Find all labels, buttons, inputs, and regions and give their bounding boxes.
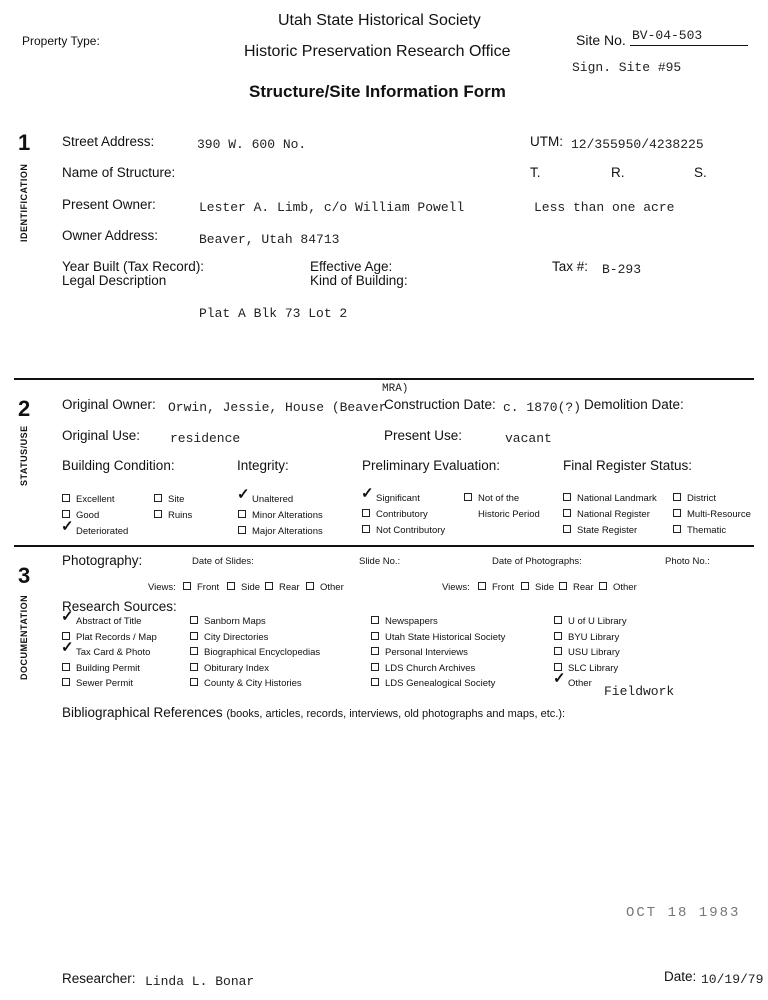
section-1-title: IDENTIFICATION	[19, 163, 29, 242]
source-city-directories[interactable]: City Directories	[190, 632, 268, 643]
present-owner-value: Lester A. Limb, c/o William Powell	[199, 200, 465, 215]
slide-view-other[interactable]: Other	[306, 582, 344, 593]
eval-historic-period: Historic Period	[478, 509, 540, 520]
present-owner-label: Present Owner:	[62, 197, 156, 212]
checkbox[interactable]	[154, 494, 162, 502]
checkbox[interactable]	[190, 663, 198, 671]
photo-view-side[interactable]: Side	[521, 582, 554, 593]
checkbox[interactable]	[190, 678, 198, 686]
source-slc-library[interactable]: SLC Library	[554, 663, 618, 674]
tax-number-label: Tax #:	[552, 259, 589, 274]
checkmark-icon: ✓	[237, 486, 250, 504]
source-sewer-permit[interactable]: Sewer Permit	[62, 678, 133, 689]
checkbox[interactable]	[599, 582, 607, 590]
original-owner-label: Original Owner:	[62, 397, 156, 412]
checkbox[interactable]	[306, 582, 314, 590]
checkbox[interactable]	[62, 663, 70, 671]
photography-label: Photography:	[62, 553, 143, 568]
original-use-value: residence	[170, 431, 241, 446]
slide-views-label: Views:	[148, 582, 176, 593]
checkbox[interactable]	[190, 632, 198, 640]
tax-number-value: B-293	[602, 262, 642, 277]
checkbox[interactable]	[183, 582, 191, 590]
checkbox[interactable]	[362, 525, 370, 533]
register-national-landmark[interactable]: National Landmark	[563, 493, 657, 504]
construction-date-label: Construction Date:	[384, 397, 496, 412]
eval-not-contributory[interactable]: Not Contributory	[362, 525, 445, 536]
checkbox[interactable]	[238, 510, 246, 518]
checkbox[interactable]	[554, 632, 562, 640]
section-1-divider	[14, 378, 754, 380]
checkmark-icon: ✓	[553, 670, 566, 688]
source-other[interactable]: ✓ Other	[553, 670, 592, 689]
source-byu-library[interactable]: BYU Library	[554, 632, 619, 643]
checkbox[interactable]	[265, 582, 273, 590]
site-no-underline	[630, 45, 748, 46]
section-2-number: 2	[18, 396, 31, 421]
demolition-date-label: Demolition Date:	[584, 397, 684, 412]
checkmark-icon: ✓	[61, 608, 74, 626]
kind-of-building-label: Kind of Building:	[310, 273, 408, 288]
photo-view-front[interactable]: Front	[478, 582, 514, 593]
source-plat-records[interactable]: Plat Records / Map	[62, 632, 157, 643]
photo-no-label: Photo No.:	[665, 556, 710, 567]
source-other-value: Fieldwork	[604, 684, 675, 699]
utm-value: 12/355950/4238225	[571, 137, 704, 152]
office-name: Historic Preservation Research Office	[244, 43, 511, 60]
researcher-label: Researcher:	[62, 971, 136, 986]
register-national-register[interactable]: National Register	[563, 509, 650, 520]
owner-address-value: Beaver, Utah 84713	[199, 232, 340, 247]
date-label: Date:	[664, 969, 697, 984]
condition-deteriorated[interactable]: ✓ Deteriorated	[61, 518, 129, 537]
checkbox[interactable]	[62, 510, 70, 518]
checkbox-checked[interactable]	[237, 486, 250, 504]
source-tax-card[interactable]: ✓ Tax Card & Photo	[61, 639, 151, 658]
date-value: 10/19/79	[701, 972, 764, 987]
checkbox[interactable]	[371, 678, 379, 686]
checkmark-icon: ✓	[61, 518, 74, 536]
source-ushs[interactable]: Utah State Historical Society	[371, 632, 505, 643]
legal-description-label: Legal Description	[62, 273, 167, 288]
checkbox[interactable]	[62, 494, 70, 502]
section-label: S.	[694, 165, 707, 180]
street-address-label: Street Address:	[62, 134, 155, 149]
source-county-city-histories[interactable]: County & City Histories	[190, 678, 302, 689]
condition-good[interactable]: Good	[62, 510, 99, 521]
checkbox[interactable]	[371, 647, 379, 655]
section-2-divider	[14, 545, 754, 547]
mra-note: MRA)	[382, 383, 409, 395]
bibliographical-references-label: Bibliographical References (books, articles, records, interviews, old photographs and maps, etc.):	[62, 705, 566, 720]
section-2-title: STATUS/USE	[19, 425, 29, 486]
register-district[interactable]: District	[673, 493, 716, 504]
integrity-major-alterations[interactable]: Major Alterations	[238, 526, 323, 537]
register-state-register[interactable]: State Register	[563, 525, 637, 536]
date-of-slides-label: Date of Slides:	[192, 556, 254, 567]
checkbox[interactable]	[554, 616, 562, 624]
checkbox[interactable]	[238, 526, 246, 534]
researcher-value: Linda L. Bonar	[145, 974, 255, 989]
checkbox[interactable]	[563, 509, 571, 517]
slide-view-rear[interactable]: Rear	[265, 582, 300, 593]
checkbox[interactable]	[673, 493, 681, 501]
checkbox[interactable]	[371, 616, 379, 624]
integrity-minor-alterations[interactable]: Minor Alterations	[238, 510, 323, 521]
section-3-number: 3	[18, 563, 31, 588]
eval-significant[interactable]: ✓ Significant	[361, 485, 420, 504]
research-sources-label: Research Sources:	[62, 599, 177, 614]
checkbox-checked[interactable]	[61, 518, 74, 536]
sign-site: Sign. Site #95	[572, 60, 682, 75]
source-sanborn-maps[interactable]: Sanborn Maps	[190, 616, 266, 627]
source-obituary-index[interactable]: Obiturary Index	[190, 663, 269, 674]
checkbox[interactable]	[673, 509, 681, 517]
original-use-label: Original Use:	[62, 428, 141, 443]
year-built-label: Year Built (Tax Record):	[62, 259, 205, 274]
present-use-value: vacant	[505, 431, 552, 446]
condition-site[interactable]: Site	[154, 494, 184, 505]
checkbox[interactable]	[154, 510, 162, 518]
checkbox[interactable]	[554, 647, 562, 655]
register-multi-resource[interactable]: Multi-Resource	[673, 509, 751, 520]
utm-label: UTM:	[530, 134, 563, 149]
eval-not-historic[interactable]: Not of the	[464, 493, 519, 504]
source-usu-library[interactable]: USU Library	[554, 647, 620, 658]
section-1-number: 1	[18, 130, 31, 155]
property-type-label: Property Type:	[22, 34, 100, 48]
street-address-value: 390 W. 600 No.	[197, 137, 307, 152]
checkbox-checked[interactable]	[61, 639, 74, 657]
checkmark-icon: ✓	[361, 485, 374, 503]
name-of-structure-label: Name of Structure:	[62, 165, 176, 180]
source-abstract-of-title[interactable]: ✓ Abstract of Title	[61, 608, 142, 627]
checkbox[interactable]	[563, 493, 571, 501]
present-use-label: Present Use:	[384, 428, 463, 443]
source-u-of-u-library[interactable]: U of U Library	[554, 616, 627, 627]
checkbox[interactable]	[362, 509, 370, 517]
checkbox[interactable]	[464, 493, 472, 501]
condition-excellent[interactable]: Excellent	[62, 494, 115, 505]
checkbox[interactable]	[62, 678, 70, 686]
checkbox[interactable]	[190, 616, 198, 624]
original-owner-value: Orwin, Jessie, House (Beaver	[168, 400, 387, 415]
form-title: Structure/Site Information Form	[249, 82, 506, 101]
checkmark-icon: ✓	[61, 639, 74, 657]
effective-age-label: Effective Age:	[310, 259, 393, 274]
site-no-label: Site No.	[576, 32, 626, 48]
source-newspapers[interactable]: Newspapers	[371, 616, 438, 627]
checkbox[interactable]	[227, 582, 235, 590]
received-date-stamp: OCT 18 1983	[626, 905, 741, 921]
site-no-value: BV-04-503	[632, 28, 703, 43]
township-label: T.	[530, 165, 541, 180]
condition-ruins[interactable]: Ruins	[154, 510, 192, 521]
section-3-title: DOCUMENTATION	[19, 594, 29, 680]
eval-contributory[interactable]: Contributory	[362, 509, 428, 520]
photo-view-rear[interactable]: Rear	[559, 582, 594, 593]
legal-description-value: Plat A Blk 73 Lot 2	[199, 306, 348, 321]
photo-views-label: Views:	[442, 582, 470, 593]
range-label: R.	[611, 165, 625, 180]
checkbox[interactable]	[371, 663, 379, 671]
integrity-label: Integrity:	[237, 458, 289, 473]
final-register-status-label: Final Register Status:	[563, 458, 693, 473]
checkbox-checked[interactable]	[361, 485, 374, 503]
source-biographical-encyclopedias[interactable]: Biographical Encyclopedias	[190, 647, 320, 658]
slide-view-side[interactable]: Side	[227, 582, 260, 593]
photo-view-other[interactable]: Other	[599, 582, 637, 593]
preliminary-evaluation-label: Preliminary Evaluation:	[362, 458, 501, 473]
building-condition-label: Building Condition:	[62, 458, 175, 473]
owner-address-label: Owner Address:	[62, 228, 159, 243]
acreage-value: Less than one acre	[534, 200, 675, 215]
checkbox[interactable]	[190, 647, 198, 655]
checkbox[interactable]	[559, 582, 567, 590]
date-of-photographs-label: Date of Photographs:	[492, 556, 582, 567]
construction-date-value: c. 1870(?)	[503, 400, 582, 415]
checkbox[interactable]	[563, 525, 571, 533]
register-thematic[interactable]: Thematic	[673, 525, 726, 536]
checkbox-checked[interactable]	[553, 670, 566, 688]
checkbox[interactable]	[673, 525, 681, 533]
source-lds-genealogical[interactable]: LDS Genealogical Society	[371, 678, 495, 689]
slide-view-front[interactable]: Front	[183, 582, 219, 593]
checkbox[interactable]	[521, 582, 529, 590]
checkbox[interactable]	[478, 582, 486, 590]
source-personal-interviews[interactable]: Personal Interviews	[371, 647, 468, 658]
source-building-permit[interactable]: Building Permit	[62, 663, 140, 674]
checkbox-checked[interactable]	[61, 608, 74, 626]
integrity-unaltered[interactable]: ✓ Unaltered	[237, 486, 294, 505]
org-name: Utah State Historical Society	[278, 12, 481, 29]
slide-no-label: Slide No.:	[359, 556, 401, 567]
checkbox[interactable]	[371, 632, 379, 640]
source-lds-church-archives[interactable]: LDS Church Archives	[371, 663, 475, 674]
